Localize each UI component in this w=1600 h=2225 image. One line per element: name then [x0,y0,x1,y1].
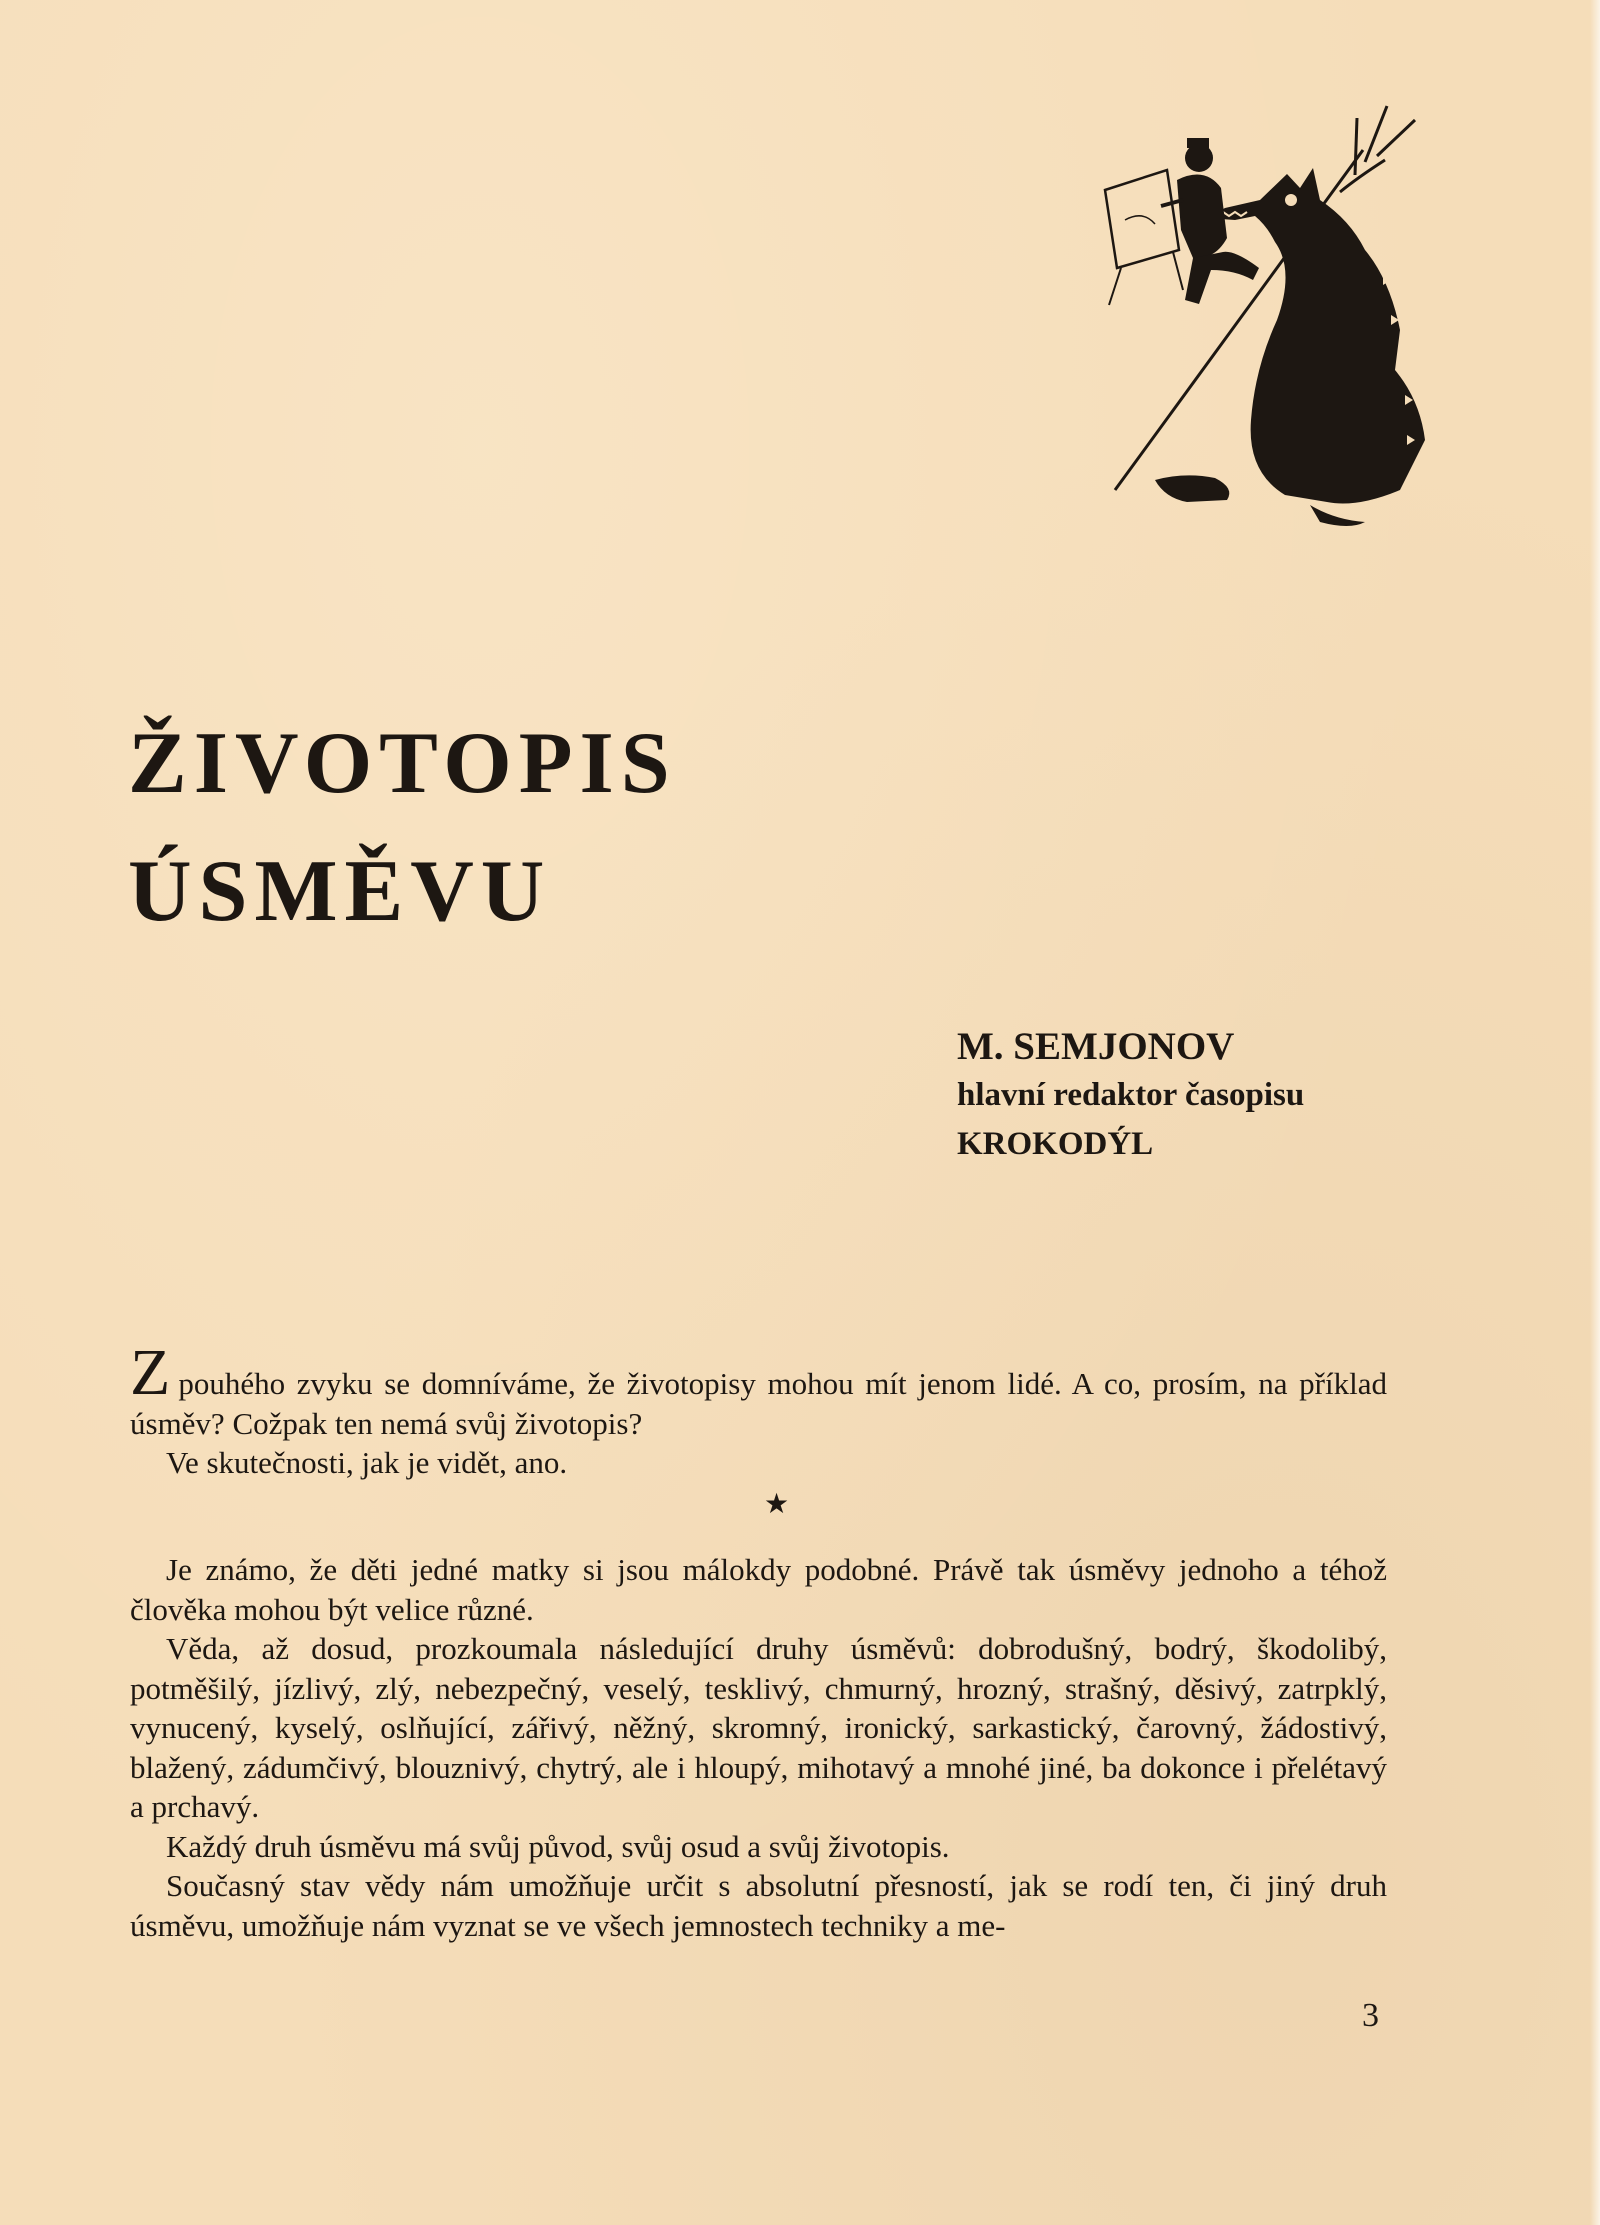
page-number: 3 [1362,1997,1379,2034]
article-body [130,1336,1387,1945]
title-line-2: ÚSMĚVU [128,843,552,940]
page-edge [1590,0,1600,2225]
author-name: M. SEMJONOV [957,1025,1235,1068]
article-title [128,700,677,956]
paragraph-4: Věda, až dosud, prozkoumala následující druhy úsměvů: dobrodušný, bodrý, škodolibý, potměšilý, jízlivý, zlý, nebezpečný, veselý, tesklivý, chmurný, hrozný, strašný, děsivý, zatrpklý, vynucený, kyselý, oslňující, zářivý, něžný, skromný, ironický, sarkastický, čarovný, žádostivý, blažený, zádumčivý, blouznivý, chytrý, ale i hloupý, mihotavý a mnohé jiné, ba dokonce i přelétavý a prchavý. [130,1631,1387,1824]
drop-cap: Z [130,1336,171,1409]
paragraph-1-text: pouhého zvyku se domníváme, že životopisy mohou mít jenom lidé. A co, prosím, na příklad úsměv? Cožpak ten nemá svůj životopis? [130,1366,1387,1441]
paragraph-5: Každý druh úsměvu má svůj původ, svůj osud a svůj životopis. [166,1828,950,1864]
crocodile-artist-illustration [1095,100,1440,540]
artist-icon [1105,138,1259,305]
author-role: hlavní redaktor časopisu [957,1077,1305,1113]
paragraph-2: Ve skutečnosti, jak je vidět, ano. [166,1445,568,1480]
magazine-name: KROKODÝL [957,1126,1154,1162]
section-separator-star-icon: ★ [763,1488,790,1520]
title-line-1: ŽIVOTOPIS [128,715,677,812]
paragraph-3: Je známo, že děti jedné matky si jsou málokdy podobné. Právě tak úsměvy jednoho a téhož člověka mohou být velice různé. [130,1552,1387,1627]
byline [957,1022,1304,1169]
paragraph-1 [130,1336,1387,1443]
paragraph-6: Současný stav vědy nám umožňuje určit s absolutní přesností, jak se rodí ten, či jiný druh úsměvu, umožňuje nám vyznat se ve všech jemnostech techniky a me- [130,1868,1387,1943]
